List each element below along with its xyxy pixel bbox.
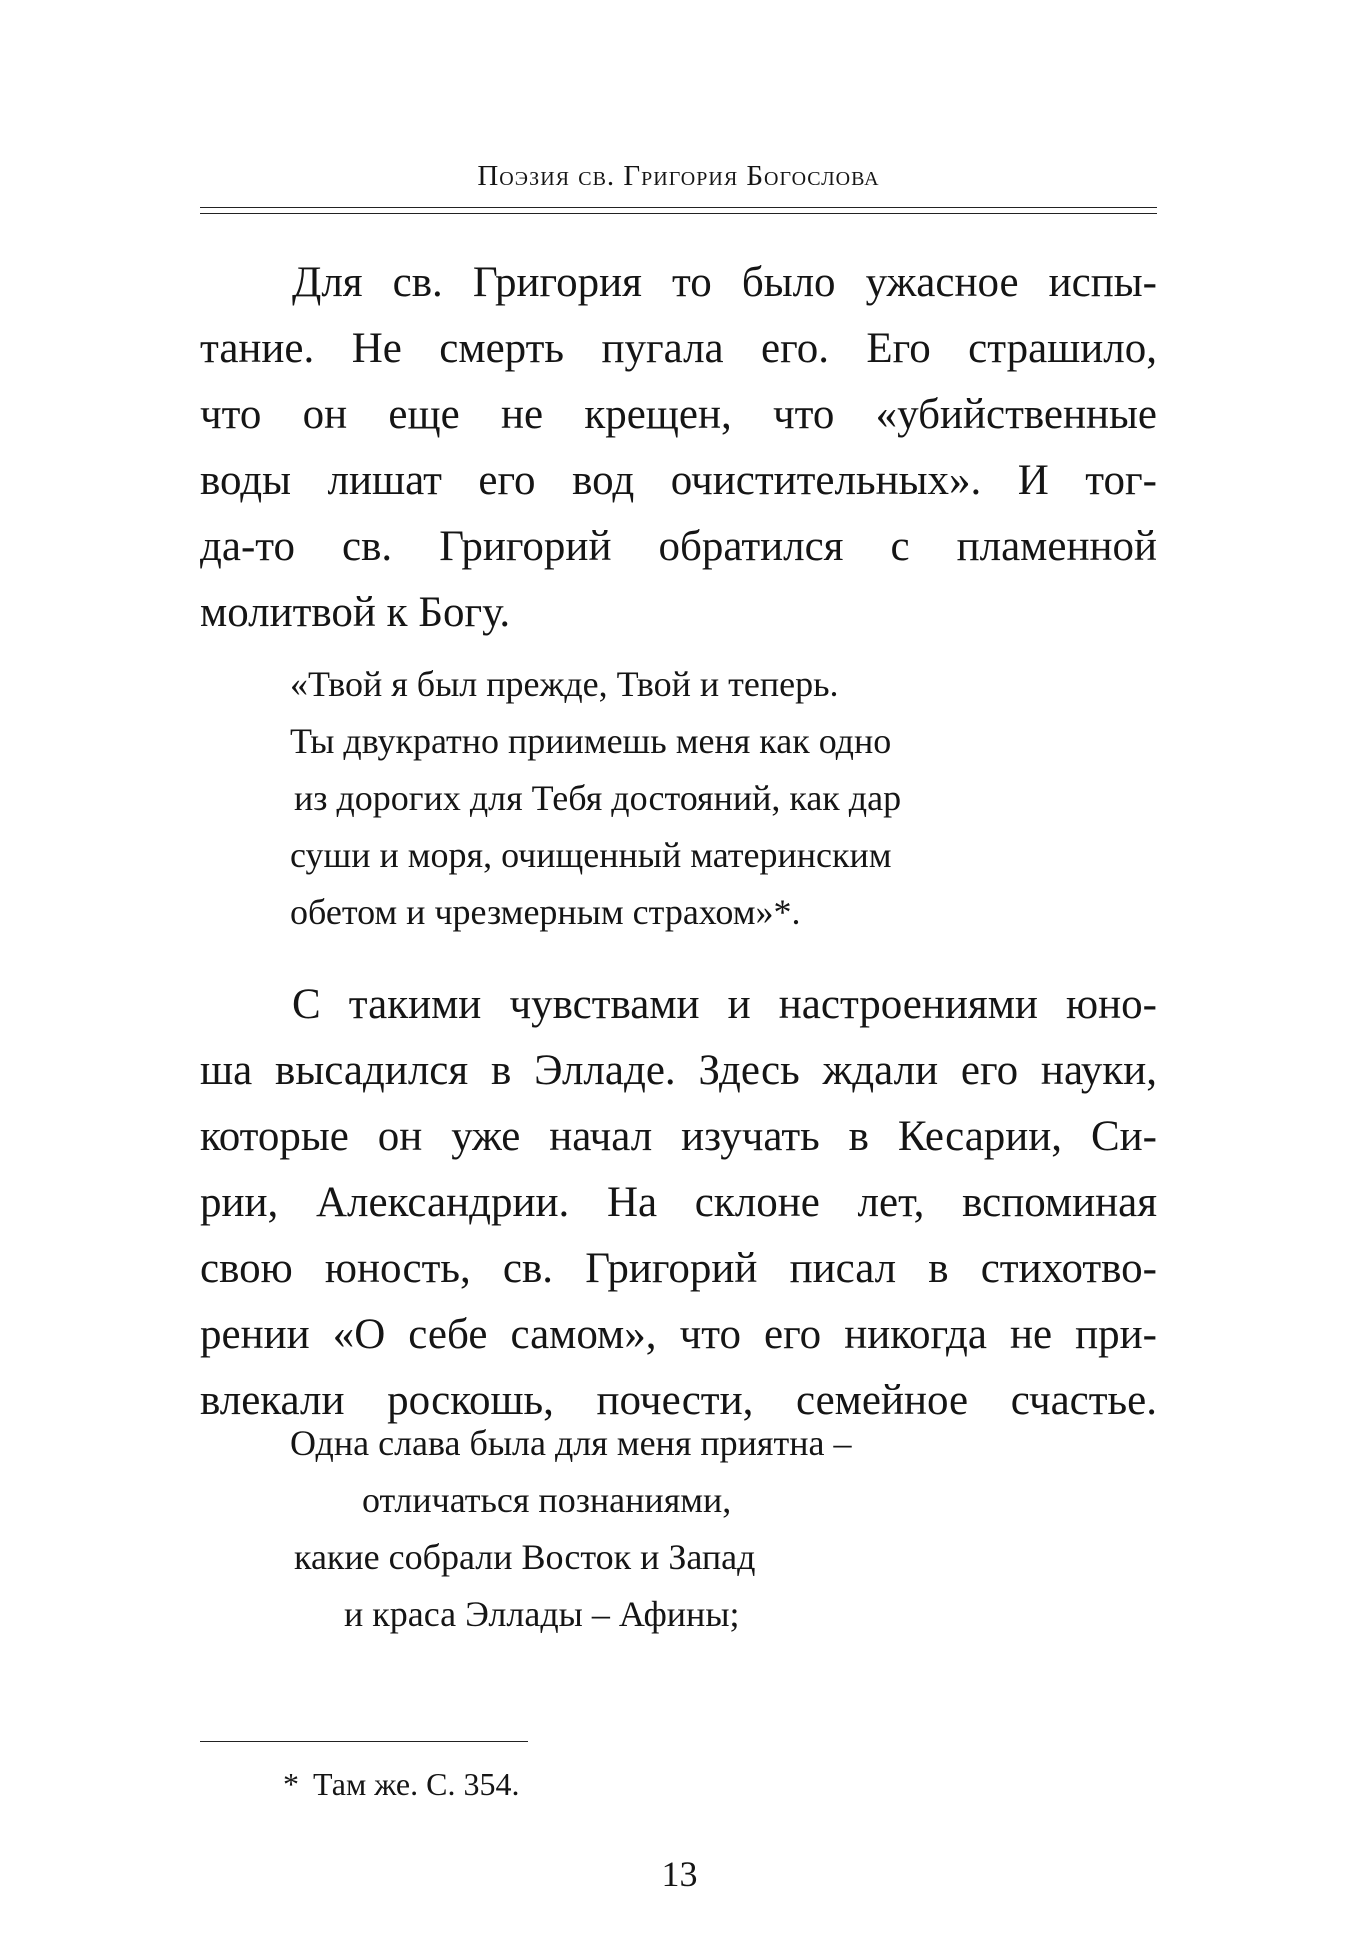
paragraph-line: которые он уже начал изучать в Кесарии, Си-	[200, 1113, 1157, 1160]
quote-line: Ты двукратно приимешь меня как одно	[290, 721, 892, 761]
running-title: Поэзия св. Григория Богослова	[477, 160, 880, 192]
quote-line: и краса Эллады – Афины;	[344, 1594, 740, 1634]
footnote-mark: *	[283, 1766, 299, 1802]
paragraph-1	[200, 250, 1157, 646]
paragraph-line: С такими чувствами и настроениями юно-	[292, 981, 1157, 1028]
quote-line: отличаться познаниями,	[362, 1480, 732, 1520]
header-double-rule	[200, 207, 1157, 214]
paragraph-line: ша высадился в Элладе. Здесь ждали его науки,	[200, 1047, 1157, 1094]
paragraph-line: влекали роскошь, почести, семейное счастье.	[200, 1377, 1157, 1424]
quote-line: обетом и чрезмерным страхом»*.	[290, 892, 801, 932]
quote-line: из дорогих для Тебя достояний, как дар	[294, 778, 902, 818]
paragraph-line: свою юность, св. Григорий писал в стихотво-	[200, 1245, 1157, 1292]
paragraph-line: молитвой к Богу.	[200, 589, 511, 636]
footnote-text: Там же. С. 354.	[313, 1766, 520, 1802]
footnote	[283, 1762, 519, 1806]
quote-2	[290, 1415, 851, 1643]
footnote-rule	[200, 1741, 528, 1742]
paragraph-line: рении «О себе самом», что его никогда не при-	[200, 1311, 1157, 1358]
paragraph-line: воды лишат его вод очистительных». И тог-	[200, 457, 1157, 504]
quote-line: суши и моря, очищенный материнским	[290, 835, 892, 875]
paragraph-line: рии, Александрии. На склоне лет, вспоминая	[200, 1179, 1157, 1226]
page-number: 13	[661, 1854, 698, 1894]
quote-line: «Твой я был прежде, Твой и теперь.	[290, 664, 839, 704]
quote-line: какие собрали Восток и Запад	[294, 1537, 756, 1577]
paragraph-line: Для св. Григория то было ужасное испы-	[292, 259, 1157, 306]
quote-1	[290, 656, 901, 941]
quote-line: Одна слава была для меня приятна –	[290, 1423, 852, 1463]
paragraph-line: что он еще не крещен, что «убийственные	[200, 391, 1157, 438]
paragraph-2	[200, 972, 1157, 1434]
paragraph-line: тание. Не смерть пугала его. Его страшило,	[200, 325, 1157, 372]
paragraph-line: да-то св. Григорий обратился с пламенной	[200, 523, 1157, 570]
